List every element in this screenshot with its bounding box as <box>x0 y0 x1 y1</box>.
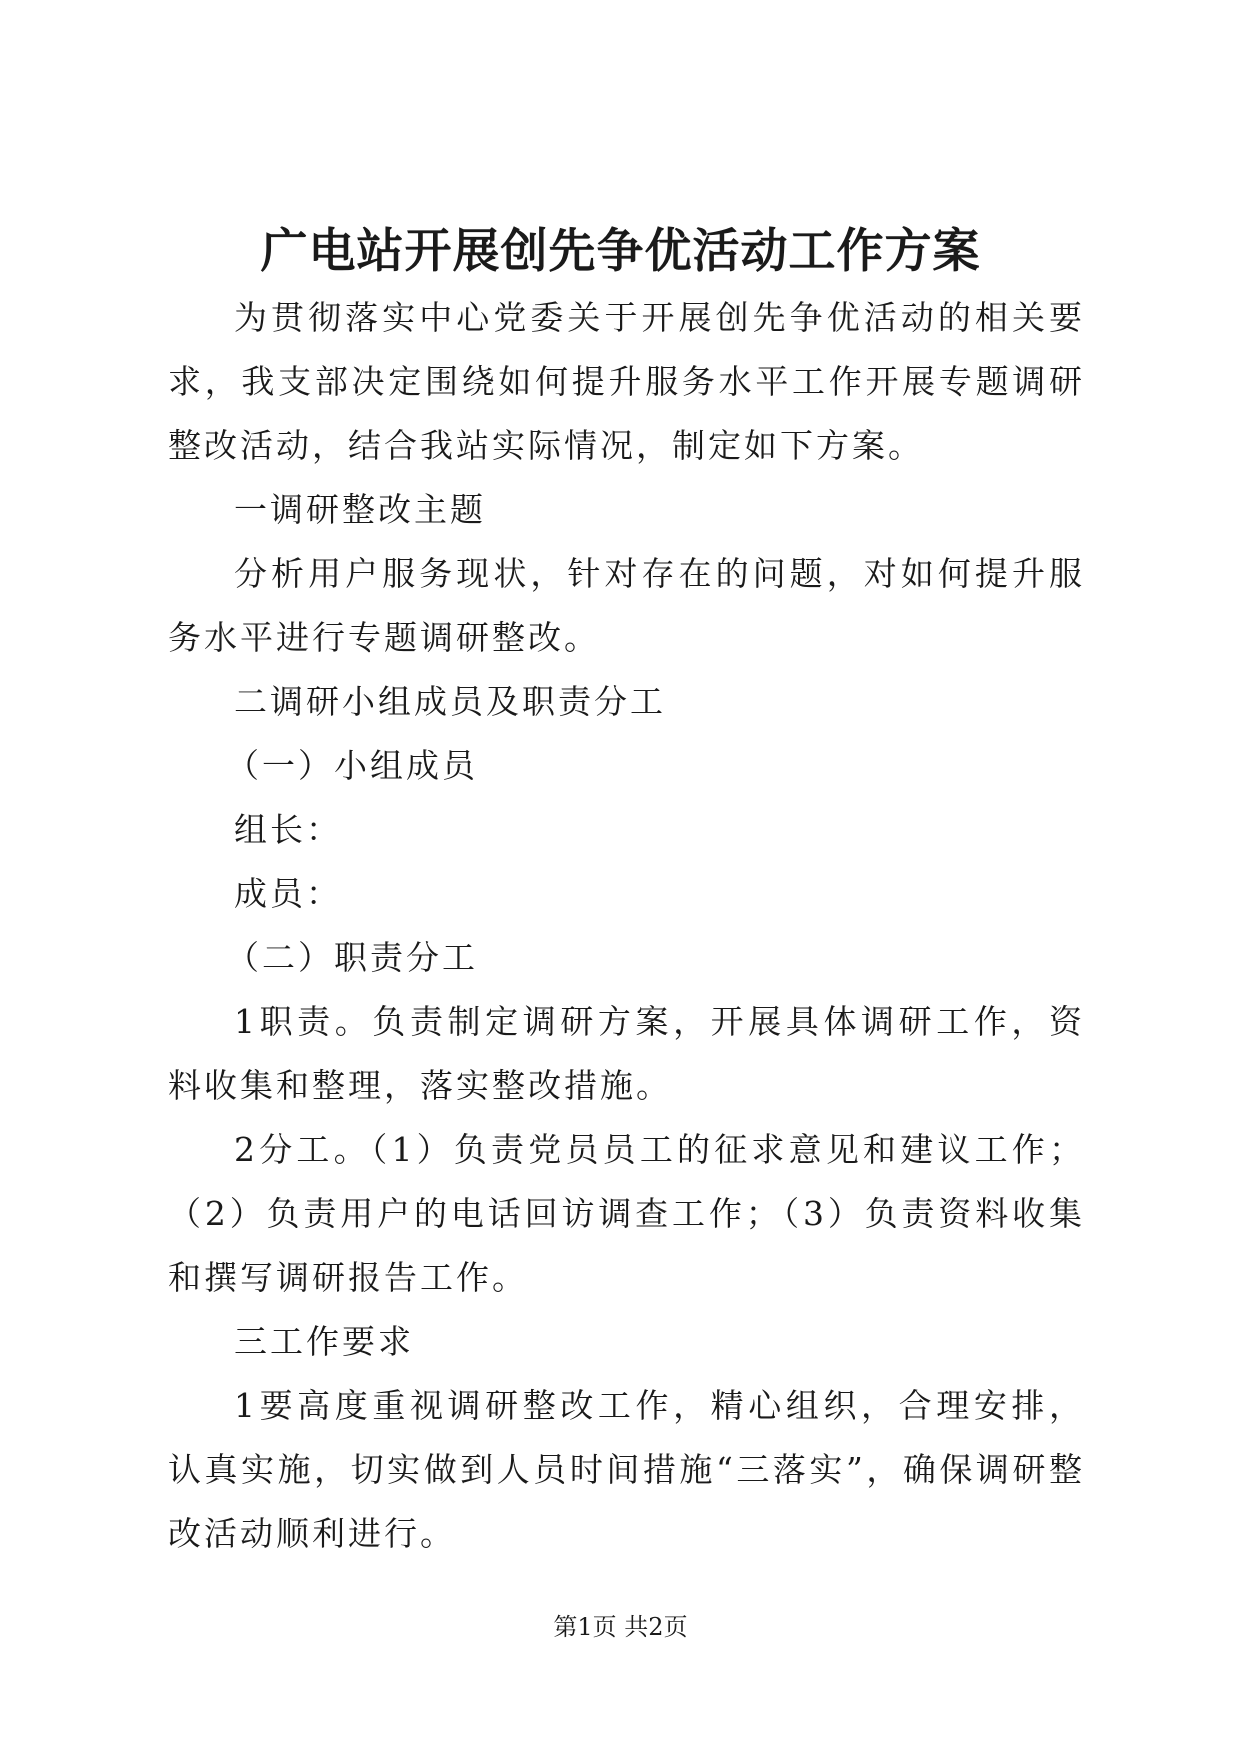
document-title: 广电站开展创先争优活动工作方案 <box>260 224 981 279</box>
leader-line: 组长： <box>234 810 342 849</box>
subsection-duties: （二）职责分工 <box>226 938 478 977</box>
intro-paragraph: 为贯彻落实中心党委关于开展创先争优活动的相关要求，我支部决定围绕如何提升服务水平工作开展专题调研整改活动，结合我站实际情况，制定如下方案。 <box>168 298 1085 465</box>
section-heading-1: 一调研整改主题 <box>234 490 486 529</box>
section-1-paragraph: 分析用户服务现状，针对存在的问题，对如何提升服务水平进行专题调研整改。 <box>168 554 1085 657</box>
members-line: 成员： <box>234 874 342 913</box>
requirement-paragraph: 1要高度重视调研整改工作，精心组织，合理安排，认真实施，切实做到人员时间措施“三落实”，确保调研整改活动顺利进行。 <box>168 1386 1085 1553</box>
section-heading-3: 三工作要求 <box>234 1322 414 1361</box>
duties-paragraph: 1职责。负责制定调研方案，开展具体调研工作，资料收集和整理，落实整改措施。 <box>168 1002 1085 1105</box>
subsection-members: （一）小组成员 <box>226 746 478 785</box>
page-number-footer: 第1页 共2页 <box>553 1613 688 1641</box>
document-body <box>168 286 1085 1566</box>
division-paragraph: 2分工。（1）负责党员员工的征求意见和建议工作；（2）负责用户的电话回访调查工作；（3）负责资料收集和撰写调研报告工作。 <box>168 1130 1085 1297</box>
section-heading-2: 二调研小组成员及职责分工 <box>234 682 666 721</box>
